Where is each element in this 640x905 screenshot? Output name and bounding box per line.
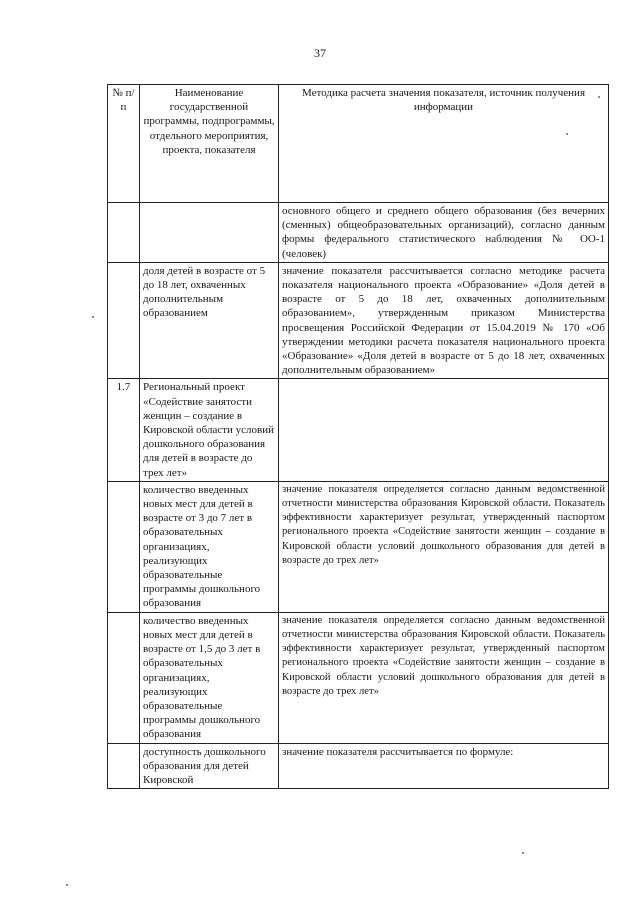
page-number: 37 xyxy=(314,46,326,60)
row-num xyxy=(108,481,140,612)
row-num xyxy=(108,743,140,789)
table-row xyxy=(108,743,609,789)
row-num xyxy=(108,203,140,263)
row-method: значение показателя определяется согласно данным ведомственной отчетности министерства образования Кировской области. Показатель эффективности характеризует результат, утвержденный паспортом регионального проекта «Содействие занятости женщин – создание в Кировской области условий дошкольного образования для детей в возрасте до трех лет» xyxy=(279,612,609,743)
indicator-table xyxy=(107,84,609,789)
scan-speck xyxy=(522,852,524,854)
header-num: № п/п xyxy=(108,85,140,203)
row-name: доступность дошкольного образования для детей Кировской xyxy=(140,743,279,789)
row-name: Региональный проект «Содействие занятости женщин – создание в Кировской области условий дошкольного образования для детей в возрасте до трех лет» xyxy=(140,379,279,481)
row-num: 1.7 xyxy=(108,379,140,481)
row-method: значение показателя рассчитывается по формуле: xyxy=(279,743,609,789)
table-row xyxy=(108,612,609,743)
scan-speck xyxy=(598,96,600,98)
table-row xyxy=(108,203,609,263)
row-num xyxy=(108,612,140,743)
row-method xyxy=(279,379,609,481)
row-name xyxy=(140,203,279,263)
table-header-row xyxy=(108,85,609,203)
table-row xyxy=(108,379,609,481)
row-method: значение показателя рассчитывается согласно методике расчета показателя национального проекта «Образование» «Доля детей в возрасте от 5 до 18 лет, охваченных дополнительным образованием», утвержденным приказом Министерства просвещения Российской Федерации от 15.04.2019 № 170 «Об утверждении методики расчета показателя национального проекта «Образование» «Доля детей в возрасте от 5 до 18 лет, охваченных дополнительным образованием» xyxy=(279,262,609,379)
scan-speck xyxy=(566,133,568,135)
table-row xyxy=(108,481,609,612)
scan-speck xyxy=(92,316,94,318)
row-method: значение показателя определяется согласно данным ведомственной отчетности министерства образования Кировской области. Показатель эффективности характеризует результат, утвержденный паспортом регионального проекта «Содействие занятости женщин – создание в Кировской области условий дошкольного образования для детей в возрасте до трех лет» xyxy=(279,481,609,612)
header-method: Методика расчета значения показателя, источник получения информации xyxy=(279,85,609,203)
table-row xyxy=(108,262,609,379)
row-name: доля детей в возрасте от 5 до 18 лет, охваченных дополнительным образованием xyxy=(140,262,279,379)
row-method: основного общего и среднего общего образования (без вечерних (сменных) общеобразовательных организаций), согласно данным формы федерального статистического наблюдения № ОО-1 (человек) xyxy=(279,203,609,263)
scan-speck xyxy=(66,884,68,886)
row-name: количество введенных новых мест для детей в возрасте от 1,5 до 3 лет в образовательных организациях, реализующих образовательные программы дошкольного образования xyxy=(140,612,279,743)
row-num xyxy=(108,262,140,379)
row-name: количество введенных новых мест для детей в возрасте от 3 до 7 лет в образовательных организациях, реализующих образовательные программы дошкольного образования xyxy=(140,481,279,612)
header-name: Наименование государственной программы, подпрограммы, отдельного мероприятия, проекта, показателя xyxy=(140,85,279,203)
